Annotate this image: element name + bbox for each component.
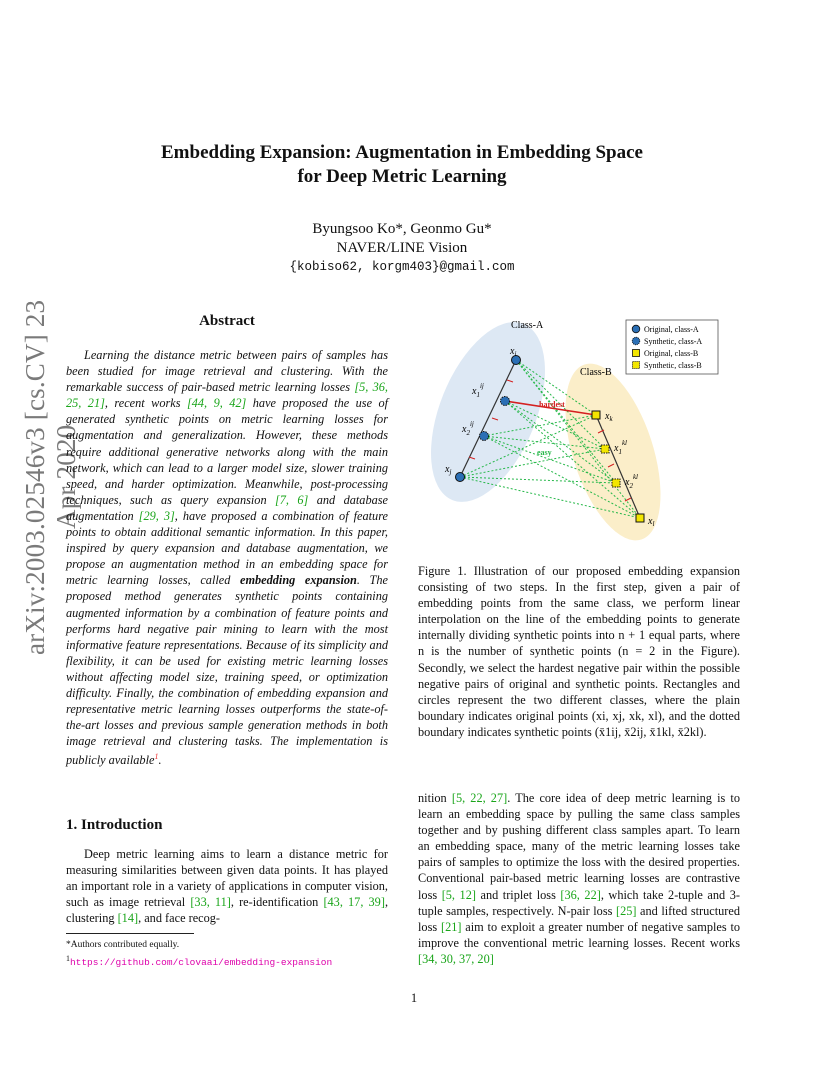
point-xbar1-kl	[601, 445, 609, 453]
citation-link[interactable]: [5, 36, 25, 21]	[66, 380, 388, 411]
citation-link[interactable]: [36, 22]	[560, 887, 601, 902]
hardest-label: hardest	[539, 400, 565, 409]
abstract-text: Learning the distance metric between pairs of samples has been studied for image retrieval and clustering. With the remarkable success of pair-based metric learning losses	[66, 348, 388, 395]
body-text: aim to exploit a greater number of negative samples to improve the conventional metric learning losses. Recent works	[418, 919, 741, 950]
page-number: 1	[410, 991, 418, 1005]
class-b-label: Class-B	[580, 367, 612, 378]
abstract-text: , recent works	[104, 396, 181, 411]
body-text: , which take 2-tuple and 3-tuple samples, respectively. N-pair loss	[418, 887, 740, 918]
legend-item: Original, class-A	[644, 325, 699, 334]
introduction-heading: 1. Introduction	[66, 817, 163, 833]
citation-link[interactable]: [44, 9, 42]	[186, 396, 247, 411]
point-xl	[636, 514, 644, 522]
point-xj	[456, 473, 465, 482]
label-xi: $x_i$	[510, 346, 517, 358]
introduction-body	[66, 846, 388, 926]
repository-link[interactable]: https://github.com/clovaai/embedding-expansion	[69, 957, 333, 969]
citation-link[interactable]: [5, 22, 27]	[451, 791, 508, 805]
citation-link[interactable]: [29, 3]	[138, 508, 175, 523]
label-xl: $x_l$	[648, 516, 655, 528]
body-text: and lifted structured loss	[418, 903, 741, 934]
class-b-region	[547, 352, 680, 552]
footnote-ref[interactable]: 1	[154, 752, 159, 762]
citation-link[interactable]: [33, 11]	[190, 895, 231, 910]
class-a-region	[418, 312, 568, 518]
citation-link[interactable]: [43, 17, 39]	[323, 895, 385, 910]
abstract-text: .	[158, 753, 162, 768]
footnotes	[66, 938, 396, 970]
legend-item: Synthetic, class-B	[644, 361, 702, 370]
introduction-paragraph	[66, 846, 388, 926]
author-block	[100, 220, 704, 258]
label-xbar2-kl: $x_2^{kl}$	[625, 473, 639, 490]
introduction-continued	[418, 790, 740, 967]
abstract-text: . The proposed method generates synthetic points containing augmented information by a combination of feature points and performs hard negative pair mining to learn with the most informative feature representations. Because of its simplicity and flexibility, it can be used for existing metric learning losses without affecting model size, training speed, or optimization difficulty. Finally, the combination of embedding expansion and representative metric learning losses outperforms the state-of-the-art losses and previous sample generation methods in both image retrieval and clustering tasks. The implementation is publicly available	[66, 573, 388, 768]
abstract-text: , have proposed a combination of feature points to obtain additional semantic information. In this paper, inspired by query expansion and database augmentation, we propose an augmentation method in an embedding space for metric learning losses, called	[66, 508, 388, 588]
citation-link[interactable]: [21]	[440, 919, 462, 934]
intro-text: , re-identification	[230, 895, 319, 910]
label-xbar1-kl: $x_1^{kl}$	[614, 439, 628, 456]
point-xbar2-ij	[480, 432, 489, 441]
body-text: and triplet loss	[480, 887, 556, 902]
citation-link[interactable]: [7, 6]	[275, 492, 309, 507]
body-text: nition	[418, 791, 447, 805]
footnote-rule	[66, 933, 194, 934]
footnote-equal-contribution: *Authors contributed equally.	[66, 940, 180, 950]
abstract-heading: Abstract	[199, 313, 255, 329]
title-line-1: Embedding Expansion: Augmentation in Embedding Space	[161, 142, 643, 163]
email: {kobiso62, korgm403}@gmail.com	[289, 260, 515, 274]
abstract-body	[66, 347, 388, 769]
easy-label: easy	[537, 448, 552, 457]
figure-legend	[626, 320, 718, 374]
body-text: . The core idea of deep metric learning is to learn an embedding space by pulling the same class samples together and by pushing different class samples apart. To learn an embedding space, many of the metric learning losses take pairs of samples to optimize the loss with the desired properties. Conventional pair-based metric learning losses are contrastive loss	[418, 791, 740, 902]
label-xk: $x_k$	[605, 411, 613, 423]
bold-term: embedding expansion	[240, 573, 357, 588]
legend-item: Synthetic, class-A	[644, 337, 703, 346]
citation-link[interactable]: [5, 12]	[441, 887, 476, 902]
paper-title	[100, 141, 704, 189]
citation-link[interactable]: [14]	[117, 911, 139, 926]
affiliation: NAVER/LINE Vision	[336, 240, 468, 256]
intro-text: , clustering	[66, 895, 389, 926]
label-xj: $x_j$	[445, 464, 452, 476]
footnote-mark: 1	[66, 954, 70, 963]
class-a-label: Class-A	[511, 320, 544, 331]
authors: Byungsoo Ko*, Geonmo Gu*	[312, 221, 492, 237]
label-xbar2-ij: $x_2^{ij}$	[462, 420, 474, 437]
figure-1	[418, 312, 748, 562]
title-line-2: for Deep Metric Learning	[297, 166, 507, 187]
point-xbar1-ij	[501, 397, 510, 406]
intro-text: Deep metric learning aims to learn a distance metric for measuring similarities between given data points. It has played an important role in a variety of applications in computer vision, such as image retrieval	[66, 847, 388, 910]
legend-item: Original, class-B	[644, 349, 699, 358]
abstract-text: and database augmentation	[66, 492, 388, 523]
intro-text: , and face recog-	[138, 911, 221, 926]
arxiv-stamp: arXiv:2003.02546v3 [cs.CV] 23 Apr 2020	[20, 299, 81, 655]
label-xbar1-ij: $x_1^{ij}$	[472, 382, 484, 399]
point-xk	[592, 411, 600, 419]
point-xbar2-kl	[612, 479, 620, 487]
abstract-text: have proposed the use of generated synthetic points on metric learning losses for augmentation and generalization. However, these methods require additional generative networks along with the main network, which can lead to a larger model size, slower training speed, and harder optimization. Meanwhile, post-processing techniques, such as query expansion	[66, 396, 389, 507]
citation-link[interactable]: [25]	[615, 903, 637, 918]
footnote-url-line	[66, 952, 396, 970]
figure-caption: Figure 1. Illustration of our proposed embedding expansion consisting of two steps. In the first step, given a pair of embedding points from the same class, we perform linear interpolation on the line of the embedding points to generate internally dividing synthetic points into n + 1 equal parts, where n is the number of synthetic points (n = 2 in the Figure). Secondly, we select the hardest negative pair within the possible negative pairs of original and synthetic points. Rectangles and circles represent the two different classes, where the plain boundary indicates original points (xi, xj, xk, xl), and the dotted boundary indicates synthetic points (x̄1ij, x̄2ij, x̄1kl, x̄2kl).	[418, 564, 740, 739]
abstract-paragraph	[66, 347, 388, 769]
citation-link[interactable]: [34, 30, 37, 20]	[418, 951, 494, 966]
